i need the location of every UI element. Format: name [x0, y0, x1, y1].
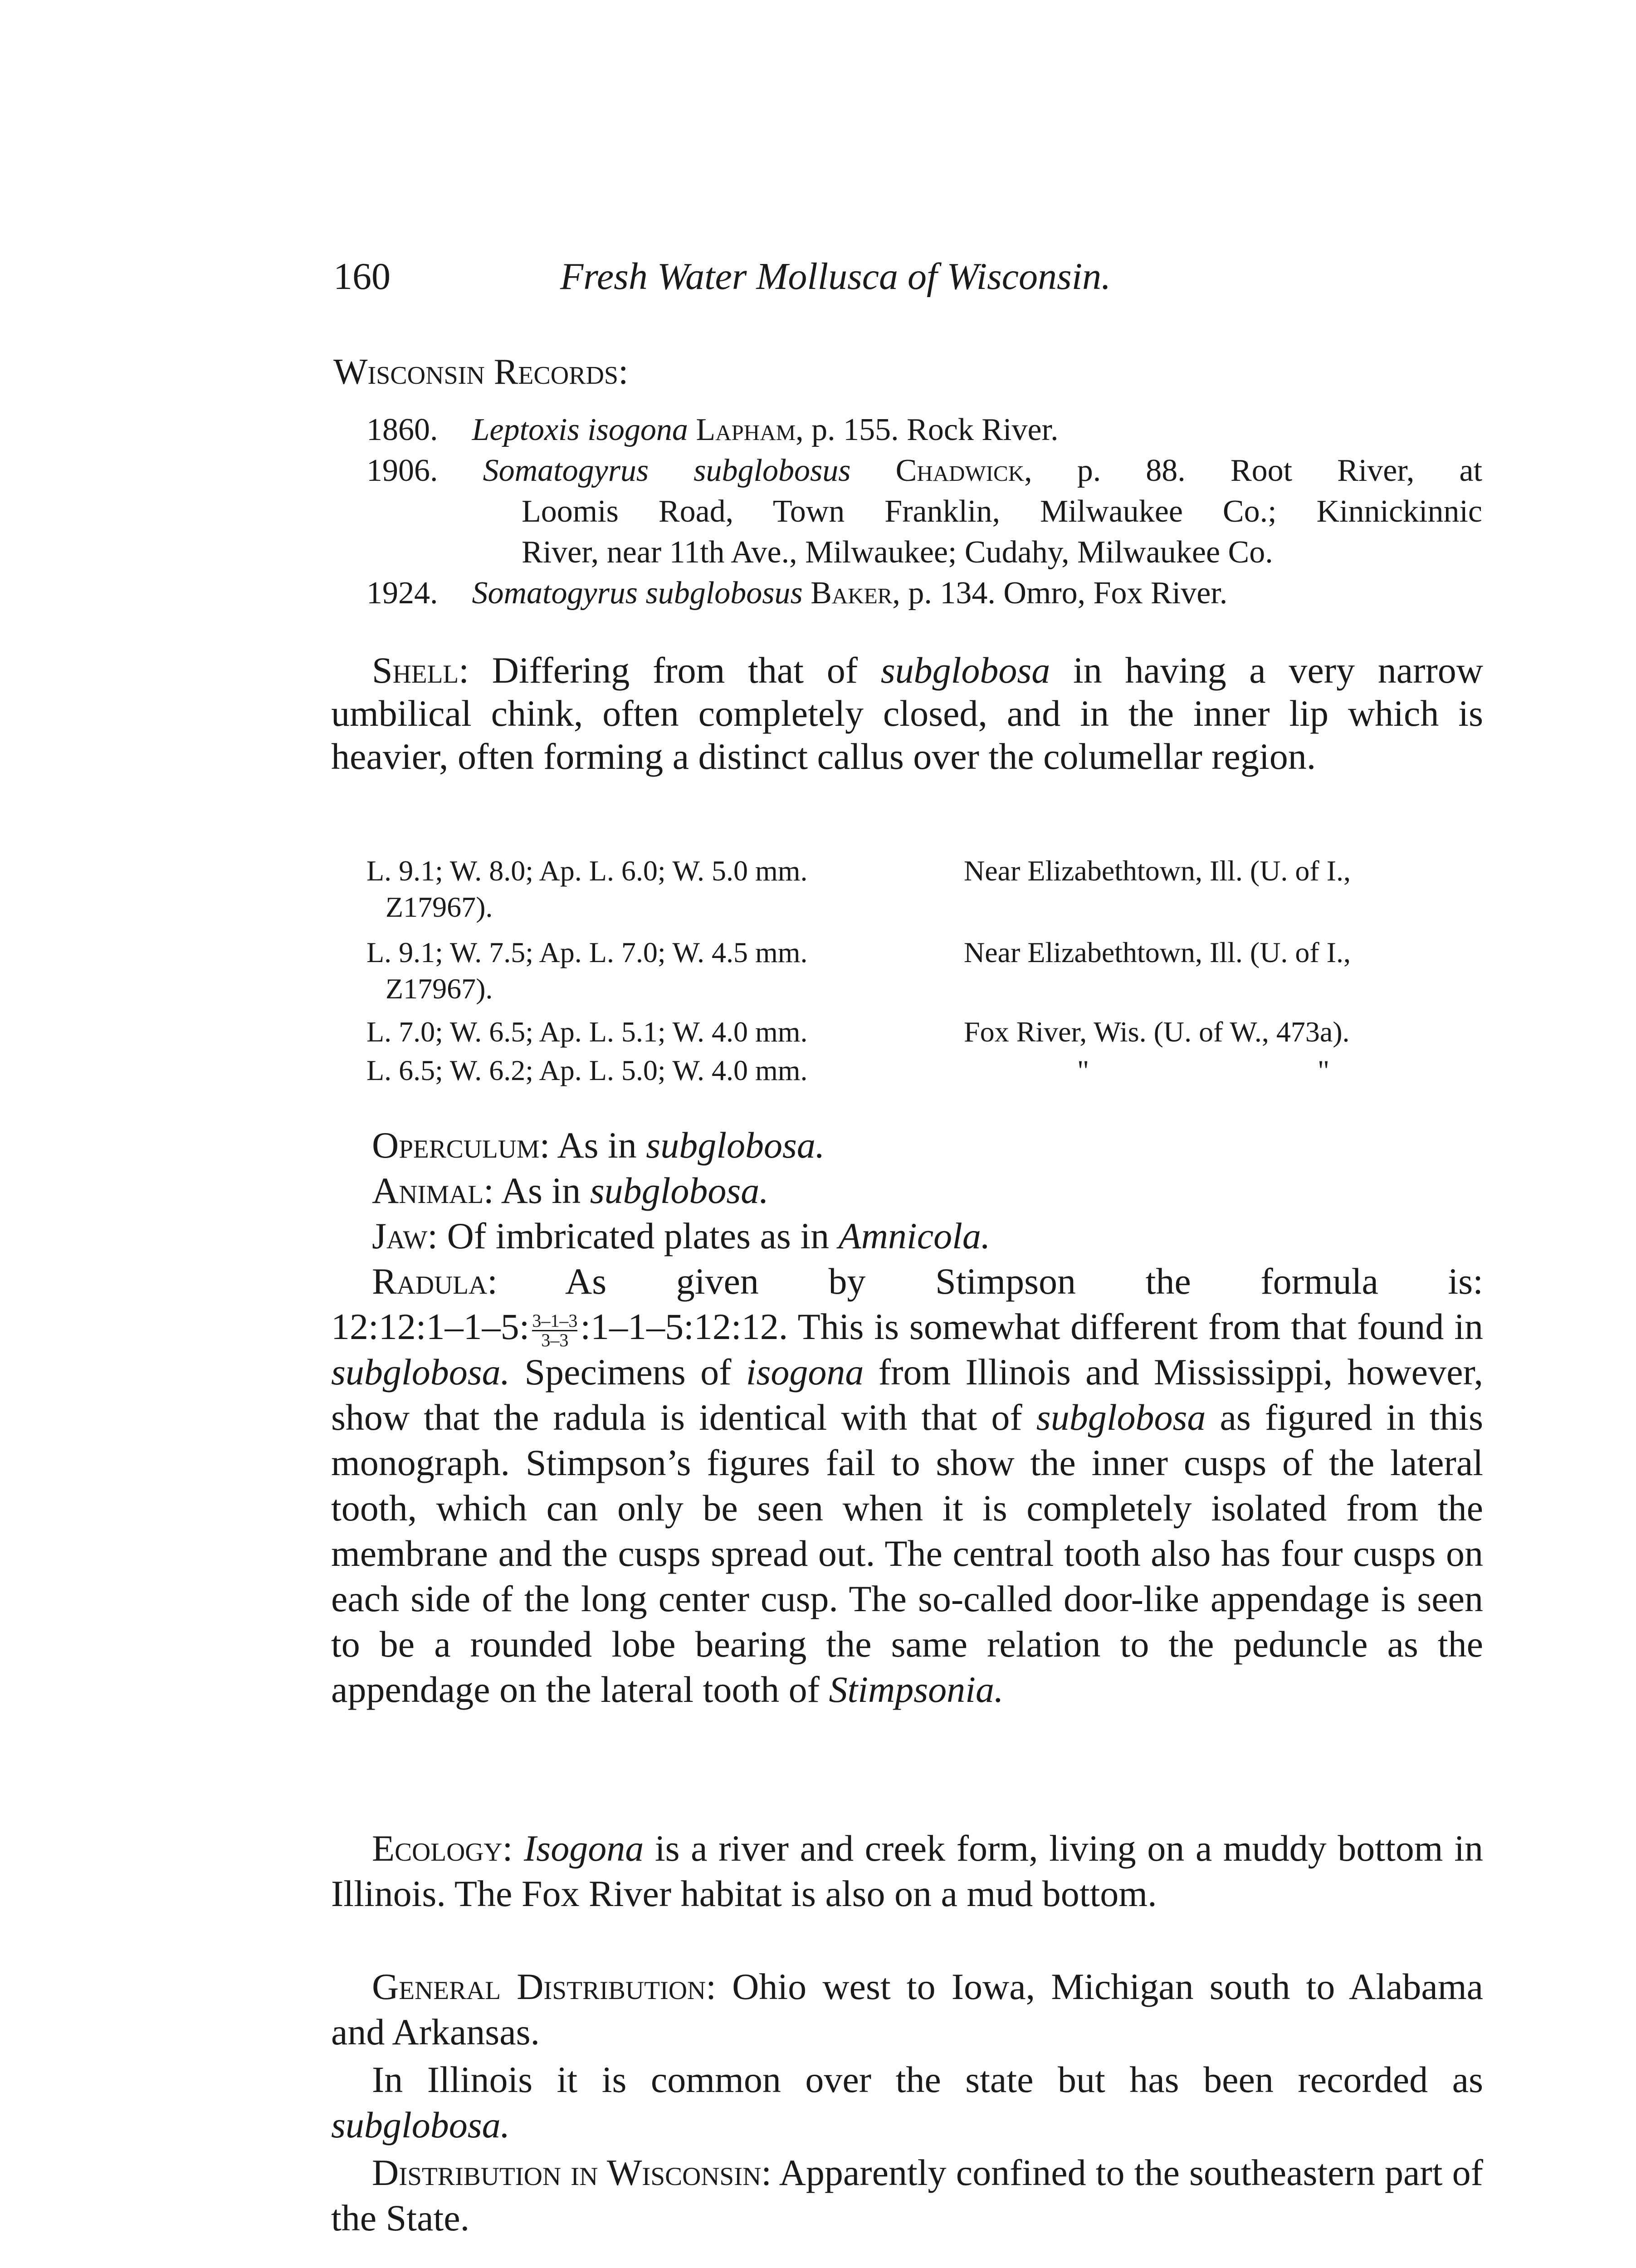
record-detail: , p. 134. Omro, Fox River. [892, 576, 1228, 611]
record-detail: , p. 155. Rock River. [796, 412, 1059, 447]
shell-section: Shell: Differing from that of subglobosa in having a very narrow umbilical chink, often completely closed, and in the inner lip which is heavier, often forming a distinct callus over the columellar region. [331, 650, 1483, 777]
ditto-mark: " [1318, 1054, 1330, 1086]
record-year: 1924. [366, 576, 438, 611]
general-distribution-section: General Distribution: Ohio west to Iowa, Michigan south to Alabama and Arkansas. In Illinois it is common over the state but has been recorded as subglobosa. [331, 1966, 1484, 2146]
measurement-cont: Z17967). [386, 973, 493, 1005]
record-1906-line2: Loomis Road, Town Franklin, Milwaukee Co.; Kinnickinnic [522, 494, 1482, 529]
record-1924 [366, 574, 1482, 613]
measurement-locality: Near Elizabethtown, Ill. (U. of I., [964, 936, 1351, 968]
ecology-section: Ecology: Isogona is a river and creek form, living on a muddy bottom in Illinois. The Fox River habitat is also on a mud bottom. [331, 1828, 1483, 1914]
record-taxon: Leptoxis isogona [472, 412, 688, 447]
record-author: Lapham [696, 412, 796, 447]
record-year: 1860. [366, 412, 438, 447]
record-taxon: Somatogyrus subglobosus [483, 453, 851, 488]
jaw-line: Jaw: Of imbricated plates as in Amnicola. [372, 1215, 991, 1256]
running-title: Fresh Water Mollusca of Wisconsin. [560, 255, 1111, 298]
measurement-locality: Near Elizabethtown, Ill. (U. of I., [964, 855, 1351, 887]
animal-line: Animal: As in subglobosa. [372, 1170, 769, 1211]
record-author: Chadwick [895, 453, 1025, 488]
measurement-locality: Fox River, Wis. (U. of W., 473a). [964, 1016, 1350, 1048]
wisconsin-distribution-section: Distribution in Wisconsin: Apparently confined to the southeastern part of the State. [331, 2152, 1483, 2239]
page-number: 160 [333, 255, 391, 298]
record-1860 [366, 411, 1482, 450]
record-detail: , p. 88. Root River, at [1024, 453, 1483, 488]
radula-formula: 12:12:1–1–5: $\frac{3-1-3}{3-3}$ :1–1–5:12:12. [331, 1306, 788, 1350]
measurement-row: L. 6.5; W. 6.2; Ap. L. 5.0; W. 4.0 mm. [366, 1054, 808, 1086]
measurement-row: L. 9.1; W. 8.0; Ap. L. 6.0; W. 5.0 mm. [366, 855, 808, 887]
records-heading: Wisconsin Records: [333, 352, 629, 392]
operculum-line: Operculum: As in subglobosa. [372, 1124, 825, 1166]
measurement-row: L. 9.1; W. 7.5; Ap. L. 7.0; W. 4.5 mm. [366, 936, 808, 968]
record-1906 [366, 451, 1482, 490]
measurement-cont: Z17967). [386, 891, 493, 923]
record-taxon: Somatogyrus subglobosus [472, 576, 803, 611]
radula-section: Radula: As given by Stimpson the formula is: 12:12:1–1–5: $\frac{3-1-3}{3-3}$ :1–1–5:12:12. This is somewhat different from that found in subglobosa. Specimens of isogona from Illinois and Mississippi, however, show that the radula is identical with that of subglobosa as figured in this monograph. Stimpson’s figures fail to show the inner cusps of the lateral tooth, which can only be seen when it is completely isolated from the membrane and the cusps spread out. The central tooth also has four cusps on each side of the long center cusp. The so-called door-like appendage is seen to be a rounded lobe bearing the same relation to the peduncle as the appendage on the lateral tooth of Stimpsonia. [331, 1261, 1483, 1710]
record-1906-line3: River, near 11th Ave., Milwaukee; Cudahy, Milwaukee Co. [522, 535, 1273, 570]
record-year: 1906. [366, 453, 438, 488]
record-author: Baker [811, 576, 893, 611]
shell-label: Shell: [372, 650, 469, 691]
measurement-row: L. 7.0; W. 6.5; Ap. L. 5.1; W. 4.0 mm. [366, 1016, 808, 1048]
ditto-mark: " [1077, 1054, 1089, 1086]
